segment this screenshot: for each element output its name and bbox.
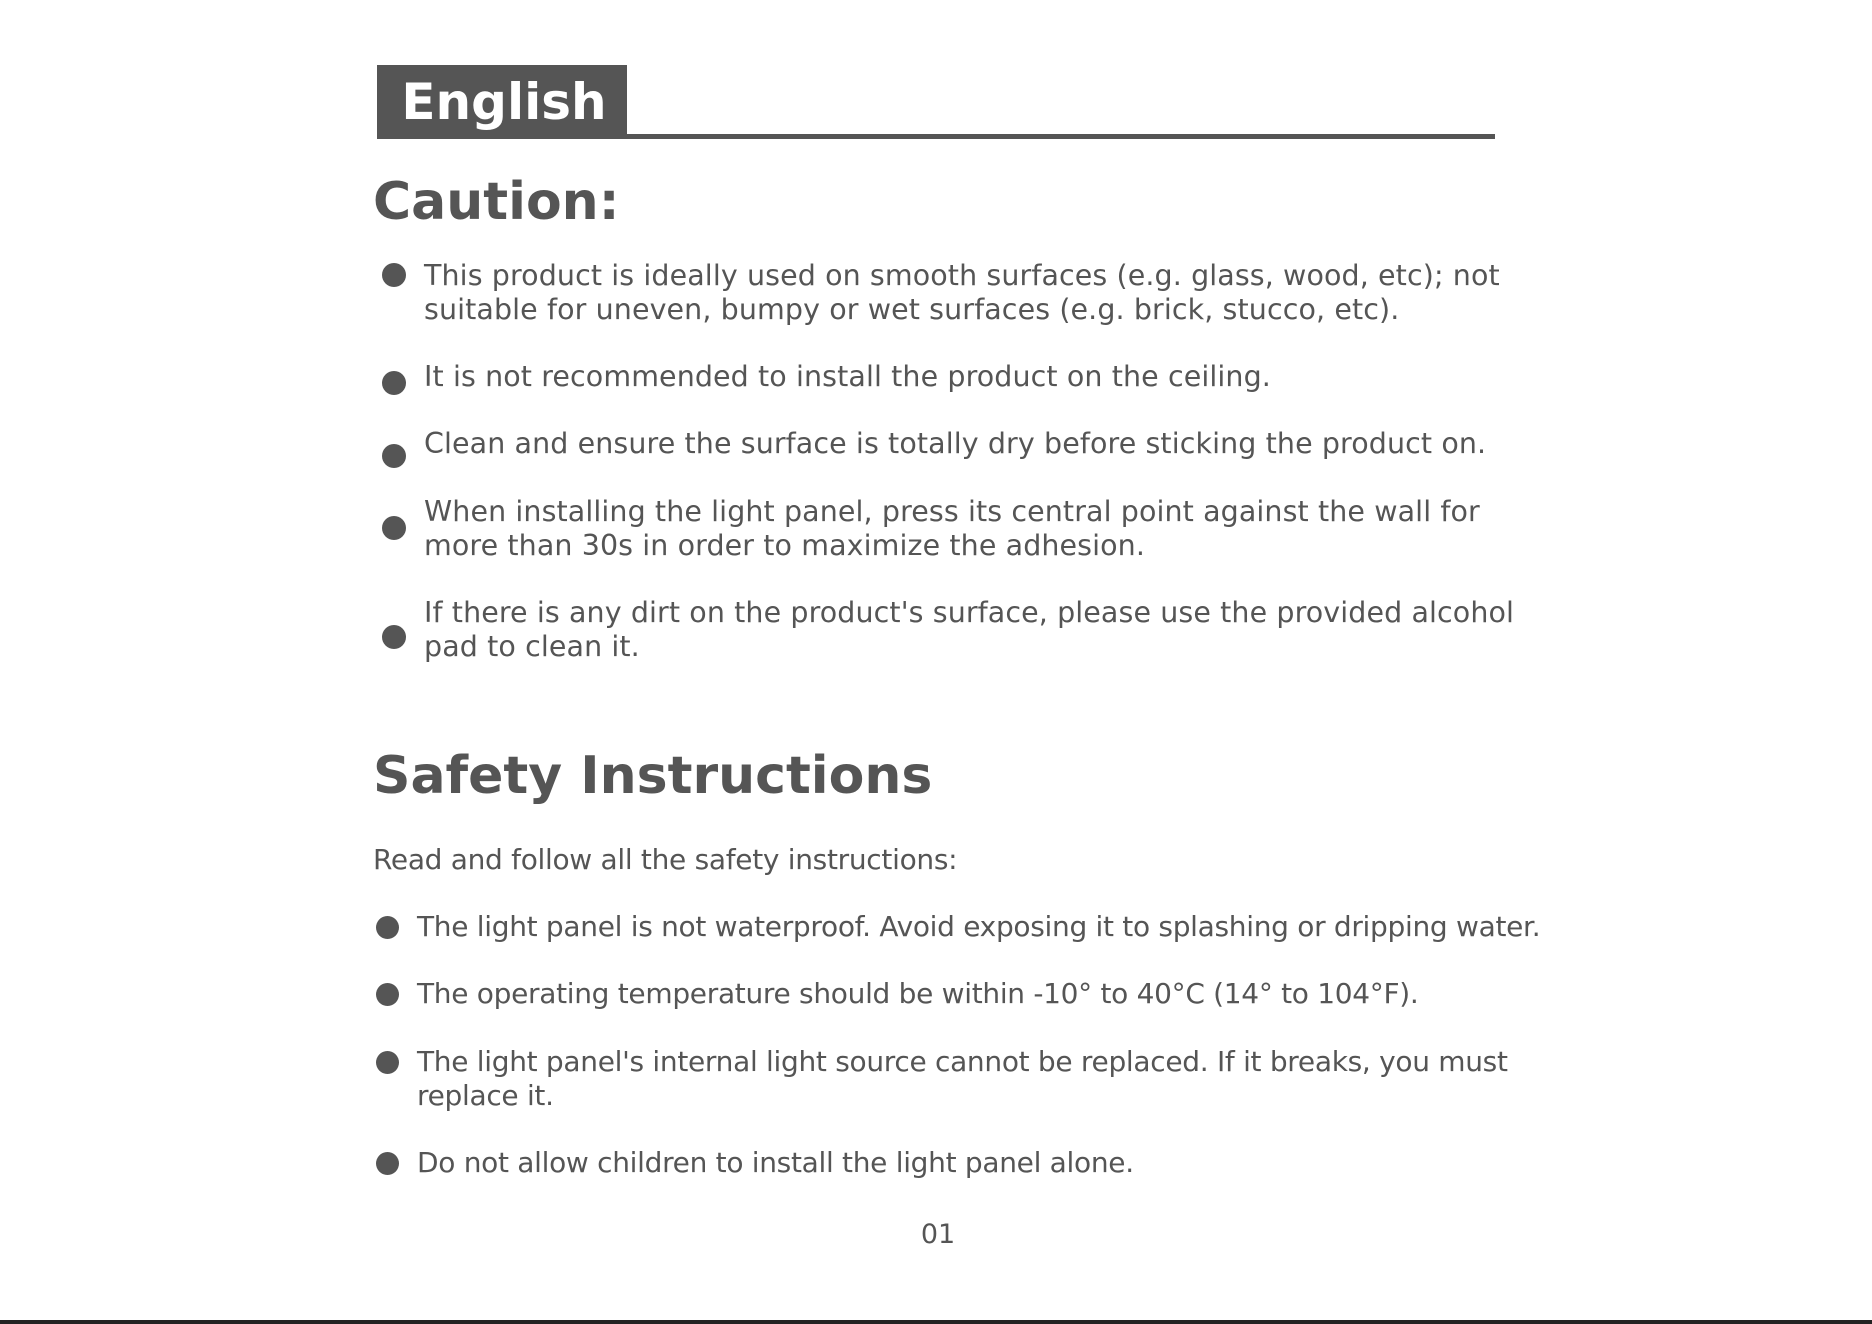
list-item-line: If there is any dirt on the product's surface, please use the provided alcohol xyxy=(424,596,1515,629)
list-item-line: When installing the light panel, press its central point against the wall for xyxy=(424,495,1480,528)
list-item-text xyxy=(417,1146,1134,1180)
list-item-text xyxy=(417,1045,1508,1113)
bullet-icon xyxy=(376,1152,399,1175)
bullet-icon xyxy=(382,371,406,395)
list-item-text xyxy=(424,259,1500,327)
bullet-icon xyxy=(376,983,399,1006)
list-item-text xyxy=(424,596,1514,664)
list-item-line: The light panel's internal light source cannot be replaced. If it breaks, you must xyxy=(417,1045,1508,1078)
page-number: 01 xyxy=(920,1219,956,1250)
bullet-icon xyxy=(382,516,406,540)
list-item-text xyxy=(417,977,1419,1011)
safety-intro: Read and follow all the safety instructions: xyxy=(373,843,958,876)
list-item-text xyxy=(424,427,1486,461)
list-item-line: suitable for uneven, bumpy or wet surfaces (e.g. brick, stucco, etc). xyxy=(424,293,1400,326)
list-item-line: more than 30s in order to maximize the adhesion. xyxy=(424,529,1146,562)
list-item-text xyxy=(417,910,1540,944)
list-item-line: replace it. xyxy=(417,1079,554,1112)
bullet-icon xyxy=(382,444,406,468)
bullet-icon xyxy=(376,1051,399,1074)
bullet-icon xyxy=(376,916,399,939)
language-tab: English xyxy=(377,65,627,139)
list-item-line: Clean and ensure the surface is totally dry before sticking the product on. xyxy=(424,427,1487,460)
bullet-icon xyxy=(382,263,406,287)
list-item-text xyxy=(424,360,1271,394)
list-item-line: The operating temperature should be within -10° to 40°C (14° to 104°F). xyxy=(417,977,1419,1010)
header-divider xyxy=(377,134,1495,139)
list-item-text xyxy=(424,495,1480,563)
bullet-icon xyxy=(382,625,406,649)
caution-heading: Caution: xyxy=(373,172,620,232)
language-header xyxy=(377,65,1495,139)
safety-instructions-heading: Safety Instructions xyxy=(373,746,933,806)
list-item-line: It is not recommended to install the product on the ceiling. xyxy=(424,360,1271,393)
page-edge-divider xyxy=(0,1320,1872,1324)
list-item-line: Do not allow children to install the light panel alone. xyxy=(417,1146,1134,1179)
list-item-line: This product is ideally used on smooth surfaces (e.g. glass, wood, etc); not xyxy=(424,259,1500,292)
list-item-line: pad to clean it. xyxy=(424,630,640,663)
list-item-line: The light panel is not waterproof. Avoid exposing it to splashing or dripping water. xyxy=(417,910,1541,943)
